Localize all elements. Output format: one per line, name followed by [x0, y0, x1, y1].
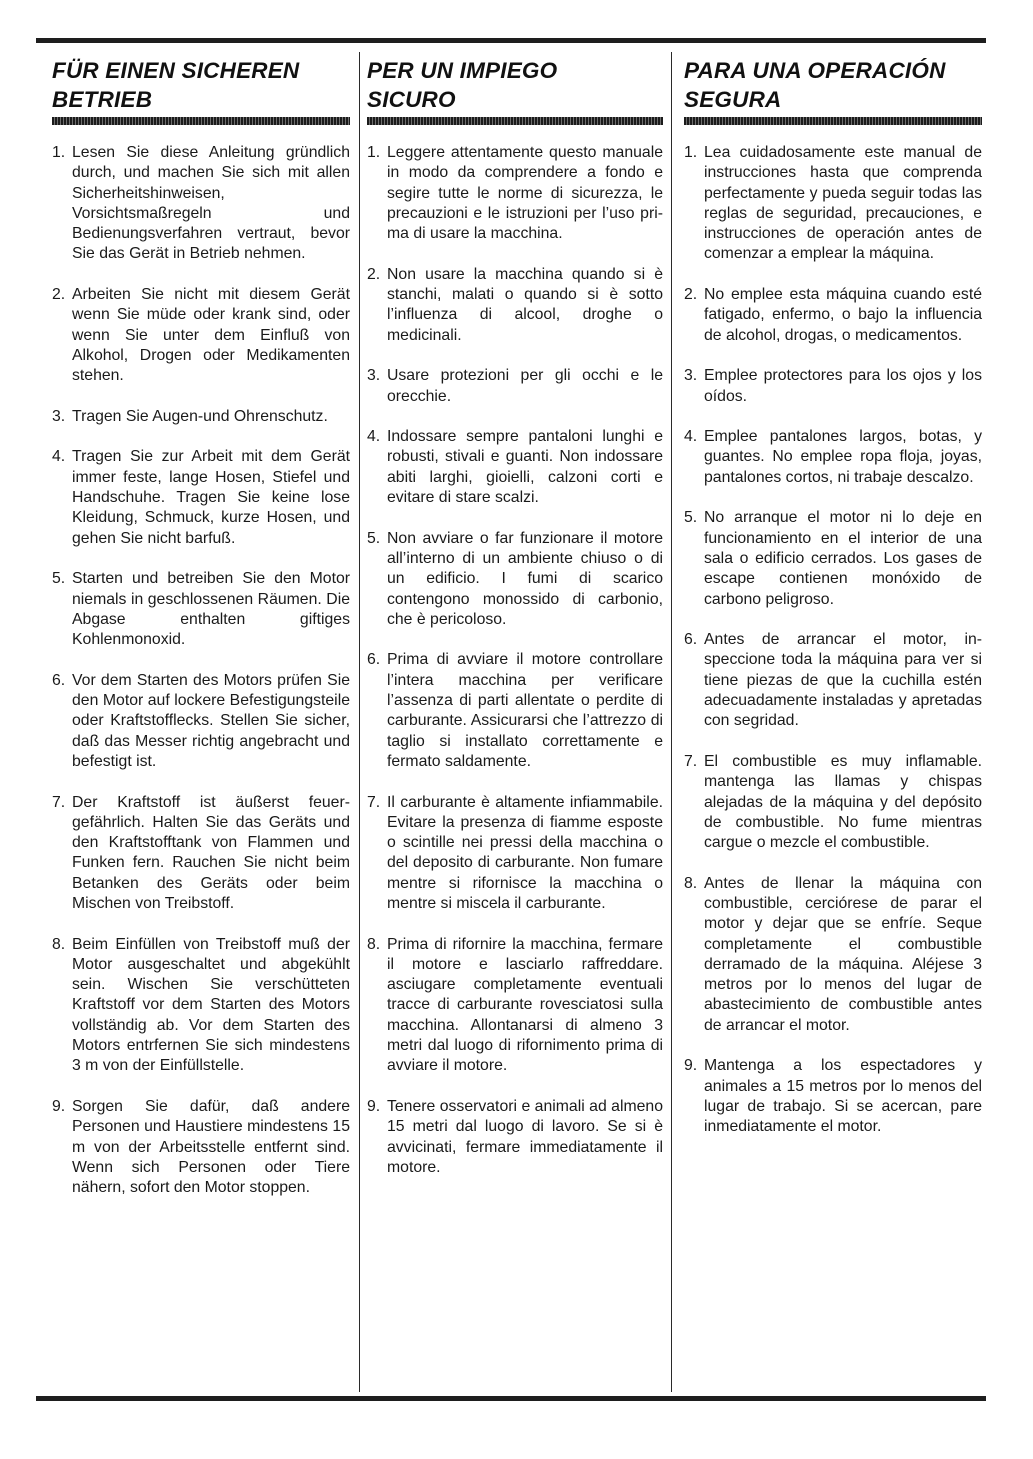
item-number: 4.	[52, 448, 66, 466]
list-item	[52, 447, 350, 548]
item-text: Emplee pantalones largos, botas, y guantes. No emplee ropa floja, joyas, pantalones cortos, ni trabaje descalzo.	[704, 428, 982, 486]
item-text: Non avviare o far funzionare il motore all’interno di un ambiente chiuso o di un edificio. I fumi di scarico contengono monossido di carbonio, che è pericoloso.	[387, 529, 663, 628]
list-item	[684, 1056, 982, 1137]
item-number: 9.	[684, 1057, 698, 1075]
item-number: 5.	[52, 570, 66, 588]
item-text: Sorgen Sie dafür, daß andere Personen und Haustiere mindestens 15 m von der Arbeitsstelle entfernt sind. Wenn sich Personen oder Tiere nähern, sofort den Motor stoppen.	[72, 1097, 350, 1197]
list-item	[367, 650, 663, 772]
list-item	[367, 143, 663, 244]
item-number: 7.	[367, 793, 381, 811]
heading-line: PARA UNA OPERACIÓN	[684, 58, 946, 83]
item-text: Tragen Sie zur Arbeit mit dem Gerät immer feste, lange Hosen, Stiefel und Handschuhe. Tragen Sie keine lose Kleidung, Schmuck, kurze Hosen, und gehen Sie nicht barfuß.	[72, 448, 350, 547]
list-item	[367, 1097, 663, 1178]
item-text: Prima di avviare il motore controllare l’intera macchina per verificare l’assenza di parti allentate o perdite di carburante. Assicurarsi che l’attrezzo di taglio si installato correttamente e fermato saldamente.	[387, 651, 663, 770]
heading-bar	[684, 117, 982, 125]
list-item	[367, 793, 663, 915]
column-german	[52, 56, 350, 1219]
item-number: 6.	[684, 631, 698, 649]
column-italian	[367, 56, 663, 1198]
item-number: 3.	[367, 367, 381, 385]
list-item	[52, 1097, 350, 1198]
item-text: No arranque el motor ni lo deje en funcionamiento en el interior de una sala o edificio cerrados. Los gases de escape contienen monóxido de carbono peligroso.	[704, 509, 982, 608]
item-text: Starten und betreiben Sie den Motor niemals in geschlossenen Räumen. Die Abgase enthalten giftiges Kohlenmonoxid.	[72, 570, 350, 649]
item-number: 6.	[52, 671, 66, 689]
item-number: 4.	[367, 428, 381, 446]
item-number: 7.	[684, 752, 698, 770]
list-item	[367, 265, 663, 346]
item-text: Non usare la macchina quando si è stanchi, malati o quando si è sotto l’influenza di alcool, droghe o medicinali.	[387, 265, 663, 344]
list-item	[684, 366, 982, 407]
list-item	[52, 671, 350, 772]
item-number: 8.	[684, 874, 698, 892]
section-heading	[684, 56, 982, 114]
item-text: Leggere attentamente questo manuale in modo da comprendere a fondo e segire tutte le norme di sicurezza, le precauzioni e le istruzioni per l’uso prima di usare la macchina.	[387, 144, 663, 243]
list-item	[684, 285, 982, 346]
item-text: Mantenga a los espectadores y animales a 15 metros por lo menos del lugar de trabajo. Si se acercan, pare inmediatamente el motor.	[704, 1057, 982, 1136]
item-text: Prima di rifornire la macchina, fermare il motore e lasciarlo raffreddare. asciugare completamente eventuali tracce di carburante rovesciatosi sulla macchina. Allontanarsi di almeno 3 metri dal luogo di rifornimento prima di avviare il motore.	[387, 935, 663, 1075]
list-item	[684, 630, 982, 731]
safety-list	[52, 143, 350, 1198]
list-item	[367, 935, 663, 1077]
list-item	[684, 508, 982, 609]
item-number: 5.	[367, 529, 381, 547]
heading-bar	[52, 117, 350, 125]
list-item	[52, 935, 350, 1077]
item-number: 5.	[684, 509, 698, 527]
item-text: Il carburante è altamente infiammabile. Evitare la presenza di fiamme esposte o scintille nei pressi della macchina o del deposito di carburante. Non fumare mentre si rifornisce la macchina o mentre si miscela il carburante.	[387, 793, 663, 912]
item-number: 2.	[52, 286, 66, 304]
item-number: 1.	[367, 144, 381, 161]
item-text: Antes de arrancar el motor, inspeccione toda la máquina para ver si tiene piezas de que la cuchilla estén adecuadamente instaladas y apretadas con segridad.	[704, 631, 982, 730]
item-text: Vor dem Starten des Motors prüfen Sie den Motor auf lockere Befestigungsteile oder Kraftstofflecks. Stellen Sie sicher, daß das Messer richtig angebracht und befestigt ist.	[72, 671, 350, 770]
item-text: Tenere osservatori e animali ad almeno 15 metri dal luogo di lavoro. Se si è avvicinati, fermare immediatamente il motore.	[387, 1097, 663, 1176]
item-number: 9.	[367, 1097, 381, 1115]
heading-line: SEGURA	[684, 87, 782, 112]
list-item	[684, 874, 982, 1036]
list-item	[684, 752, 982, 853]
column-divider	[359, 52, 360, 1392]
list-item	[52, 285, 350, 386]
heading-line: FÜR EINEN SICHEREN	[52, 58, 300, 83]
list-item	[367, 366, 663, 407]
top-rule	[36, 38, 986, 43]
column-divider	[671, 52, 672, 1392]
item-number: 4.	[684, 428, 698, 446]
list-item	[367, 427, 663, 508]
list-item	[367, 529, 663, 630]
heading-bar	[367, 117, 663, 125]
item-text: Der Kraftstoff ist äußerst feuergefährlich. Halten Sie das Geräts und den Kraftstofftank von Flammen und Funken fern. Rauchen Sie nicht beim Betanken des Geräts oder beim Mischen von Treibstoff.	[72, 793, 350, 912]
item-number: 8.	[367, 935, 381, 953]
item-text: Emplee protectores para los ojos y los oídos.	[704, 367, 982, 405]
item-number: 9.	[52, 1097, 66, 1115]
list-item	[684, 143, 982, 265]
list-item	[52, 793, 350, 915]
column-spanish	[684, 56, 982, 1158]
safety-list	[367, 143, 663, 1178]
list-item	[52, 569, 350, 650]
item-text: Lea cuidadosamente este manual de instrucciones hasta que comprenda perfectamente y pueda seguir todas las reglas de seguridad, precauciones, e instrucciones de operación antes de comenzar a emplear la máquina.	[704, 144, 982, 263]
list-item	[52, 407, 350, 427]
item-number: 3.	[684, 367, 698, 385]
item-number: 8.	[52, 935, 66, 953]
bottom-rule	[36, 1396, 986, 1401]
section-heading	[52, 56, 350, 114]
item-number: 7.	[52, 793, 66, 811]
item-number: 1.	[684, 144, 698, 161]
item-text: Lesen Sie diese Anleitung gründlich durch, und machen Sie sich mit allen Sicherheitshinweisen, Vorsichtsmaßregeln und Bedienungsverfahren vertraut, bevor Sie das Gerät in Betrieb nehmen.	[72, 144, 350, 263]
item-text: Tragen Sie Augen-und Ohrenschutz.	[72, 407, 328, 425]
safety-list	[684, 143, 982, 1138]
item-text: Arbeiten Sie nicht mit diesem Gerät wenn Sie müde oder krank sind, oder wenn Sie unter dem Einfluß von Alkohol, Drogen oder Medikamenten stehen.	[72, 286, 350, 385]
item-number: 2.	[367, 265, 381, 283]
item-text: Usare protezioni per gli occhi e le orecchie.	[387, 367, 663, 405]
list-item	[52, 143, 350, 265]
item-number: 2.	[684, 286, 698, 304]
item-text: El combustible es muy inflamable. mantenga las llamas y chispas alejadas de la máquina y del depósito de combustible. No fume mientras cargue o mezcle el combustible.	[704, 752, 982, 852]
item-text: Indossare sempre pantaloni lunghi e robusti, stivali e guanti. Non indossare abiti larghi, gioielli, calzoni corti e evitare di stare scalzi.	[387, 428, 663, 507]
heading-line: SICURO	[367, 87, 456, 112]
item-text: No emplee esta máquina cuando esté fatigado, enfermo, o bajo la influencia de alcohol, drogas, o medicamentos.	[704, 286, 982, 344]
item-number: 1.	[52, 144, 66, 161]
heading-line: PER UN IMPIEGO	[367, 58, 558, 83]
item-number: 3.	[52, 407, 66, 425]
list-item	[684, 427, 982, 488]
item-text: Beim Einfüllen von Treibstoff muß der Motor ausgeschaltet und abgekühlt sein. Wischen Sie verschütteten Kraftstoff vor dem Starten des Motors vollständig ab. Vor dem Starten des Motors entrfernen Sie sich mindestens 3 m von der Einfüllstelle.	[72, 935, 350, 1075]
heading-line: BETRIEB	[52, 87, 153, 112]
section-heading	[367, 56, 663, 114]
item-text: Antes de llenar la máquina con combustible, cerciórese de parar el motor y dejar que se enfríe. Seque completamente el combustible derramado de la máquina. Aléjese 3 metros por lo menos del lugar de abastecimiento de combustible antes de arrancar el motor.	[704, 874, 982, 1034]
item-number: 6.	[367, 651, 381, 669]
